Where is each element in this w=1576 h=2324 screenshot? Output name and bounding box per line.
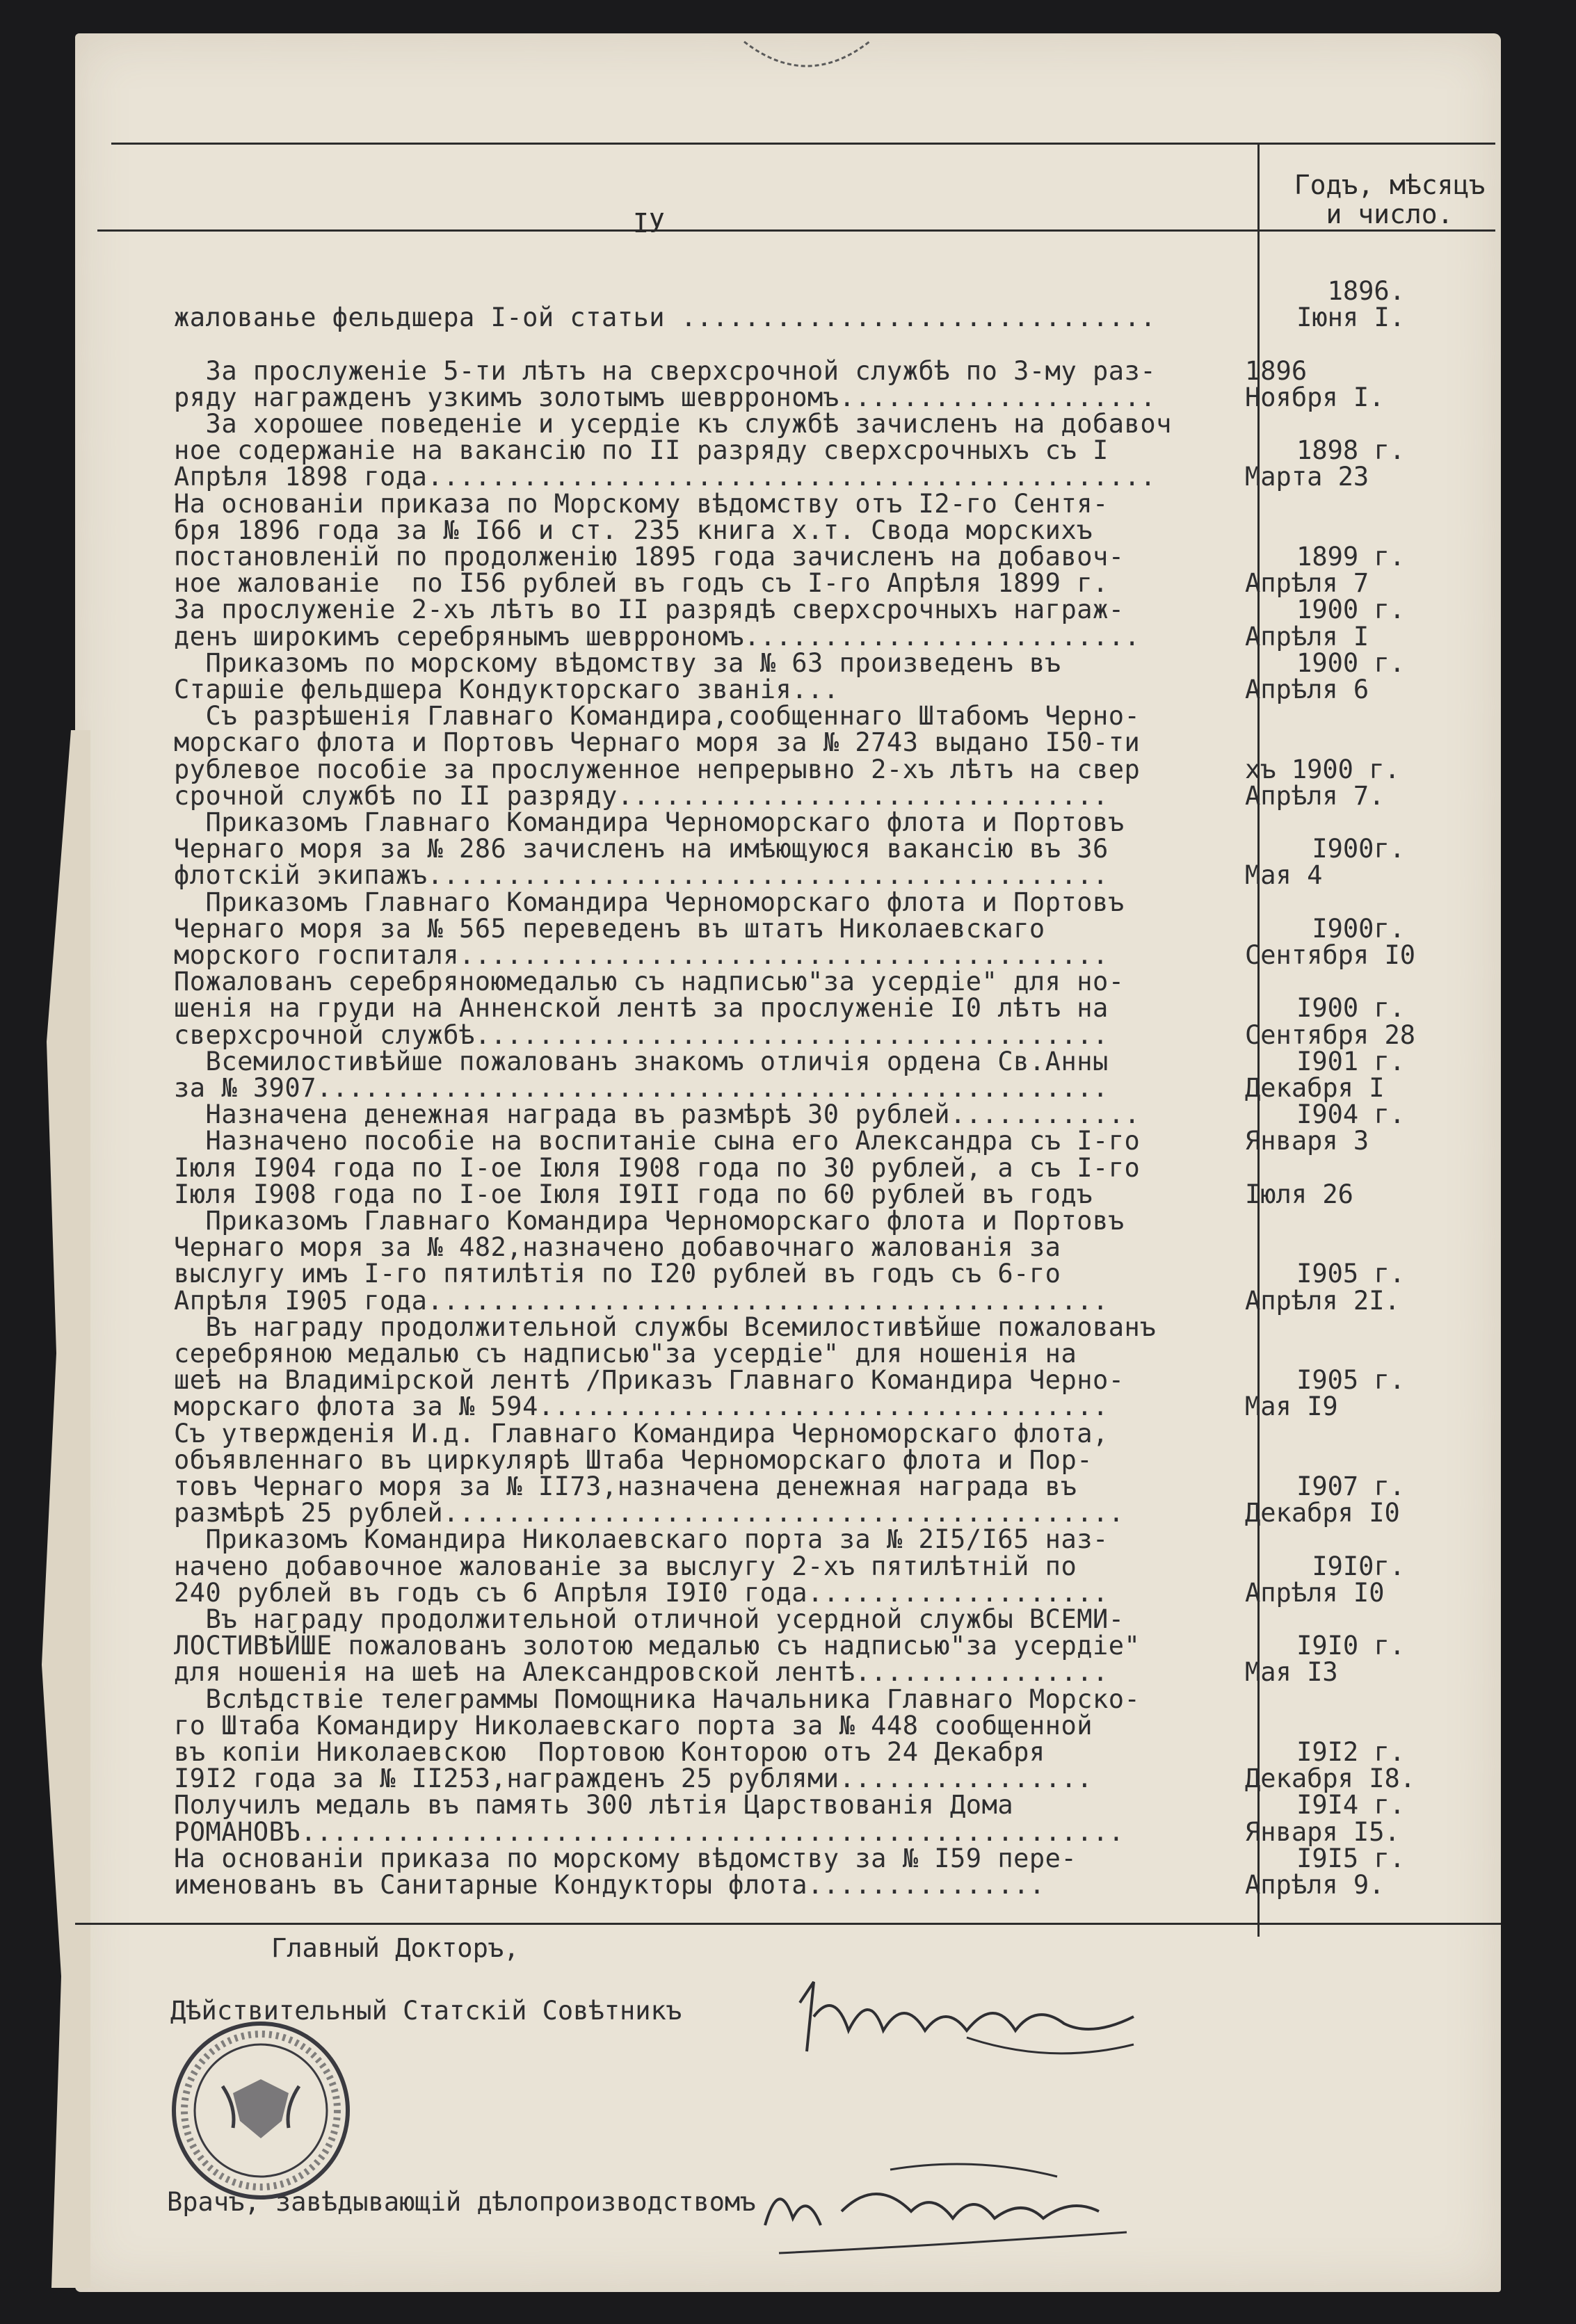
entry-text-line: За хорошее поведеніе и усердіе къ службѣ зачисленъ на добавоч xyxy=(174,409,1172,439)
entry-date-line: Марта 23 xyxy=(1245,462,1369,492)
entry-date-line: Iюля 26 xyxy=(1245,1179,1353,1209)
entry-text-line: Вслѣдствіе телеграммы Помощника Начальника Главнаго Морско- xyxy=(174,1684,1141,1714)
entry-text-line: срочной службѣ по II разряду............................... xyxy=(174,780,1109,811)
entry-date-line: I9I0г. xyxy=(1312,1551,1405,1581)
entry-text-line: Чернаго моря за № 286 зачисленъ на имѣющуюся вакансію въ 36 xyxy=(174,834,1109,864)
entry-text-line: Пожалованъ серебряноюмедалью съ надписью"за усердіе" для но- xyxy=(174,967,1125,997)
entry-date-line: Января 3 xyxy=(1245,1126,1369,1156)
entry-date-line: Января I5. xyxy=(1245,1816,1400,1847)
entry-date-line: Апрѣля 2I. xyxy=(1245,1285,1400,1316)
entry-text-line: Iюля I908 года по I-ое Iюля I9II года по 60 рублей въ годъ xyxy=(174,1179,1093,1209)
entry-date-line: I901 г. xyxy=(1296,1046,1405,1076)
entry-text-line: жалованье фельдшера I-ой статьи .............................. xyxy=(174,302,1157,333)
entry-date-line: Апрѣля I xyxy=(1245,621,1369,652)
entry-text-line: Приказомъ по морскому вѣдомству за № 63 произведенъ въ xyxy=(174,647,1061,678)
entry-text-line: 240 рублей въ годъ съ 6 Апрѣля I9I0 года................... xyxy=(174,1577,1109,1608)
entry-text-line: ное жалованіе по I56 рублей въ годъ съ I-го Апрѣля 1899 г. xyxy=(174,568,1109,599)
entry-text-line: Апрѣля 1898 года.............................................. xyxy=(174,462,1157,492)
entry-date-line: Мая 4 xyxy=(1245,860,1323,891)
entry-date-line: I907 г. xyxy=(1296,1471,1405,1501)
entry-text-line: РОМАНОВЪ.................................................... xyxy=(174,1816,1125,1847)
entry-date-line: Сентября 28 xyxy=(1245,1019,1416,1050)
entry-text-line: го Штаба Командиру Николаевскаго порта за № 448 сообщенной xyxy=(174,1710,1093,1741)
entry-text-line: ЛОСТИВѢЙШЕ пожалованъ золотою медалью съ надписью"за усердіе" xyxy=(174,1631,1141,1661)
entry-text-line: сверхсрочной службѣ........................................ xyxy=(174,1019,1109,1050)
entry-date-line: Апрѣля I0 xyxy=(1245,1577,1385,1608)
entry-text-line: флотскій экипажъ........................................... xyxy=(174,860,1109,891)
entry-text-line: начено добавочное жалованіе за выслугу 2-хъ пятилѣтній по xyxy=(174,1551,1077,1581)
entry-text-line: I9I2 года за № II253,награжденъ 25 рублями................ xyxy=(174,1764,1093,1794)
entry-date-line: Iюня I. xyxy=(1296,302,1405,333)
entry-date-line: I905 г. xyxy=(1296,1365,1405,1396)
entry-date-line: I900г. xyxy=(1312,913,1405,944)
entry-date-line: Сентября I0 xyxy=(1245,940,1416,970)
entry-date-line: Апрѣля 6 xyxy=(1245,675,1369,704)
entry-text-line: морскаго флота и Портовъ Чернаго моря за № 2743 выдано I50-ти xyxy=(174,727,1141,758)
entry-date-line: Апрѣля 9. xyxy=(1245,1870,1385,1900)
entry-text-line: рублевое пособіе за прослуженное непрерывно 2-хъ лѣтъ на свер xyxy=(174,754,1141,784)
entry-date-line: I9I0 г. xyxy=(1296,1631,1405,1661)
entry-text-line: За прослуженіе 5-ти лѣтъ на сверхсрочной службѣ по 3-му раз- xyxy=(174,355,1157,386)
entry-date-line: Апрѣля 7. xyxy=(1245,780,1385,811)
entry-text-line: Всемилостивѣйше пожалованъ знакомъ отличія ордена Св.Анны xyxy=(174,1046,1109,1076)
chief-doctor-title: Главный Докторъ, xyxy=(271,1933,520,1963)
entry-text-line: денъ широкимъ серебрянымъ шевррономъ......................... xyxy=(174,621,1141,652)
entry-date-line: I9I2 г. xyxy=(1296,1737,1405,1767)
entry-text-line: въ копіи Николаевскою Портовою Конторою отъ 24 Декабря xyxy=(174,1737,1045,1767)
entry-text-line: За прослуженіе 2-хъ лѣтъ во II разрядѣ сверхсрочныхъ награж- xyxy=(174,595,1125,625)
entry-text-line: постановленій по продолженію 1895 года зачисленъ на добавоч- xyxy=(174,542,1125,572)
entry-date-line: Мая I3 xyxy=(1245,1657,1338,1688)
entry-text-line: Приказомъ Командира Николаевскаго порта за № 2I5/I65 наз- xyxy=(174,1524,1109,1555)
entry-text-line: На основаніи приказа по морскому вѣдомству за № I59 пере- xyxy=(174,1843,1077,1873)
entry-text-line: морского госпиталя......................................... xyxy=(174,940,1109,970)
entry-date-line: Декабря I xyxy=(1245,1073,1385,1103)
entry-text-line: Назначено пособіе на воспитаніе сына его Александра съ I-го xyxy=(174,1126,1141,1156)
date-column-header-line: и число. xyxy=(1326,199,1454,229)
section-heading: IУ xyxy=(633,208,665,239)
date-column-header-line: Годъ, мѣсяцъ xyxy=(1294,170,1486,200)
entry-text-line: Съ утвержденія И.д. Главнаго Командира Черноморскаго флота, xyxy=(174,1418,1109,1449)
entry-text-line: шеѣ на Владимірской лентѣ /Приказъ Главнаго Командира Черно- xyxy=(174,1365,1125,1396)
clerk-line: Врачъ, завѣдывающій дѣлопроизводствомъ xyxy=(167,2187,756,2217)
entry-text-line: серебряною медалью съ надписью"за усердіе" для ношенія на xyxy=(174,1339,1077,1369)
entry-text-line: за № 3907.................................................. xyxy=(174,1073,1109,1103)
entry-date-line: 1898 г. xyxy=(1296,435,1405,466)
entry-text-line: бря 1896 года за № I66 и ст. 235 книга х.т. Свода морскихъ xyxy=(174,515,1093,545)
entry-text-line: Апрѣля I905 года........................................... xyxy=(174,1285,1109,1316)
round-official-seal xyxy=(167,2017,355,2204)
entry-date-line: хъ 1900 г. xyxy=(1245,754,1400,784)
entry-text-line: Въ награду продолжительной отличной усердной службы ВСЕМИ- xyxy=(174,1604,1125,1634)
entry-text-line: именованъ въ Санитарные Кондукторы флота............... xyxy=(174,1870,1045,1900)
entry-text-line: выслугу имъ I-го пятилѣтія по I20 рублей въ годъ съ 6-го xyxy=(174,1259,1061,1289)
entry-text-line: Съ разрѣшенія Главнаго Командира,сообщеннаго Штабомъ Черно- xyxy=(174,701,1141,732)
entry-date-line: 1900 г. xyxy=(1296,647,1405,678)
entry-text-line: шенія на груди на Анненской лентѣ за прослуженіе I0 лѣтъ на xyxy=(174,993,1109,1024)
entry-date-line: Декабря I8. xyxy=(1245,1764,1416,1794)
entry-text-line: Приказомъ Главнаго Командира Черноморскаго флота и Портовъ xyxy=(174,1206,1125,1236)
handwritten-signature-clerk xyxy=(751,2149,1141,2267)
entry-text-line: Приказомъ Главнаго Командира Черноморскаго флота и Портовъ xyxy=(174,807,1125,837)
entry-date-line: I904 г. xyxy=(1296,1099,1405,1130)
entry-text-line: На основаніи приказа по Морскому вѣдомству отъ I2-го Сентя- xyxy=(174,488,1109,519)
entry-date-line: Апрѣля 7 xyxy=(1245,568,1369,599)
entry-date-line: I905 г. xyxy=(1296,1259,1405,1289)
rank-line: Дѣйствительный Статскій Совѣтникъ xyxy=(170,1996,682,2026)
entry-date-line: Декабря I0 xyxy=(1245,1498,1400,1528)
entry-text-line: Назначена денежная награда въ размѣрѣ 30 рублей............ xyxy=(174,1099,1141,1130)
entry-text-line: Приказомъ Главнаго Командира Черноморскаго флота и Портовъ xyxy=(174,887,1125,917)
entry-text-line: морскаго флота за № 594.................................... xyxy=(174,1391,1109,1422)
entry-date-line: 1900 г. xyxy=(1296,595,1405,625)
entry-date-line: 1899 г. xyxy=(1296,542,1405,572)
entry-text-line: Старшіе фельдшера Кондукторскаго званія... xyxy=(174,675,839,704)
entry-date-line: I9I5 г. xyxy=(1296,1843,1405,1873)
entry-text-line: ное содержаніе на вакансію по II разряду сверхсрочныхъ съ I xyxy=(174,435,1109,466)
entry-date-line: 1896. xyxy=(1327,276,1405,306)
entry-text-line: Чернаго моря за № 482,назначено добавочнаго жалованія за xyxy=(174,1232,1061,1263)
entry-date-line: 1896 xyxy=(1245,355,1308,386)
entry-text-line: ряду награжденъ узкимъ золотымъ шевррономъ.................... xyxy=(174,382,1157,412)
entry-date-line: Ноября I. xyxy=(1245,382,1385,412)
entry-text-line: для ношенія на шеѣ на Александровской лентѣ................ xyxy=(174,1657,1109,1688)
entry-date-line: I900г. xyxy=(1312,834,1405,864)
entry-text-line: Получилъ медаль въ память 300 лѣтія Царствованія Дома xyxy=(174,1790,1014,1821)
entry-text-line: объявленнаго въ циркулярѣ Штаба Черноморскаго флота и Пор- xyxy=(174,1444,1093,1475)
entry-date-line: I9I4 г. xyxy=(1296,1790,1405,1821)
entry-text-line: размѣрѣ 25 рублей........................................... xyxy=(174,1498,1125,1528)
entry-text-line: Чернаго моря за № 565 переведенъ въ штатъ Николаевскаго xyxy=(174,913,1045,944)
handwritten-signature-chief xyxy=(786,1961,1148,2072)
entry-text-line: Въ награду продолжительной службы Всемилостивѣйше пожалованъ xyxy=(174,1312,1157,1342)
entry-text-line: Iюля I904 года по I-ое Iюля I908 года по 30 рублей, а съ I-го xyxy=(174,1152,1141,1183)
entry-date-line: Мая I9 xyxy=(1245,1391,1338,1422)
entry-date-line: I900 г. xyxy=(1296,993,1405,1024)
entry-text-line: товъ Чернаго моря за № II73,назначена денежная награда въ xyxy=(174,1471,1077,1501)
